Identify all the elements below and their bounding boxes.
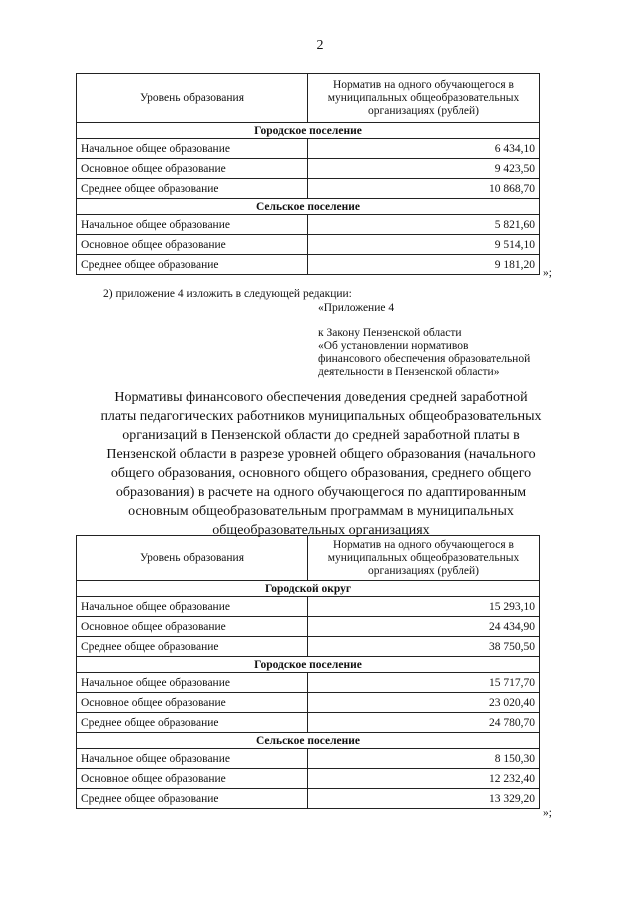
value-cell: 8 150,30 xyxy=(308,749,540,769)
level-cell: Среднее общее образование xyxy=(77,637,308,657)
header-norm-line: муниципальных общеобразовательных xyxy=(327,91,520,104)
value-cell: 9 423,50 xyxy=(308,159,540,179)
title-line: организаций в Пензенской области до средней заработной платы в xyxy=(122,428,520,443)
value-cell: 24 434,90 xyxy=(308,617,540,637)
value-cell: 38 750,50 xyxy=(308,637,540,657)
appendix-line: деятельности в Пензенской области» xyxy=(318,366,500,378)
section-title: Сельское поселение xyxy=(77,733,540,749)
section-title: Городское поселение xyxy=(77,657,540,673)
section-row xyxy=(77,581,540,597)
header-level-cell: Уровень образования xyxy=(77,536,308,581)
value-cell: 24 780,70 xyxy=(308,713,540,733)
level-cell: Начальное общее образование xyxy=(77,215,308,235)
level-cell: Среднее общее образование xyxy=(77,255,308,275)
title-line: Пензенской области в разрезе уровней общего образования (начального xyxy=(106,447,536,462)
level-cell: Среднее общее образование xyxy=(77,789,308,809)
value-cell: 10 868,70 xyxy=(308,179,540,199)
appendix-reference xyxy=(318,327,530,379)
table-row xyxy=(77,617,540,637)
header-norm-line: Норматив на одного обучающегося в xyxy=(332,538,514,551)
table-row xyxy=(77,159,540,179)
value-cell: 12 232,40 xyxy=(308,769,540,789)
value-cell: 13 329,20 xyxy=(308,789,540,809)
table-row xyxy=(77,693,540,713)
header-norm-line: муниципальных общеобразовательных xyxy=(327,551,520,564)
closing-quote-mark: »; xyxy=(543,267,552,279)
table-row xyxy=(77,713,540,733)
level-cell: Основное общее образование xyxy=(77,769,308,789)
header-level-cell: Уровень образования xyxy=(77,74,308,123)
level-cell: Начальное общее образование xyxy=(77,597,308,617)
level-cell: Основное общее образование xyxy=(77,693,308,713)
level-cell: Начальное общее образование xyxy=(77,673,308,693)
appendix-line: «Об установлении нормативов xyxy=(318,340,469,352)
level-cell: Среднее общее образование xyxy=(77,179,308,199)
header-norm-line: организациях (рублей) xyxy=(368,564,479,577)
section-row xyxy=(77,657,540,673)
table-row xyxy=(77,235,540,255)
section-row xyxy=(77,733,540,749)
value-cell: 15 293,10 xyxy=(308,597,540,617)
norms-table-1 xyxy=(76,73,540,275)
header-norm-cell xyxy=(308,74,540,123)
appendix-line: финансового обеспечения образовательной xyxy=(318,353,531,365)
level-cell: Основное общее образование xyxy=(77,235,308,255)
section-title: Городской округ xyxy=(77,581,540,597)
header-norm-line: Норматив на одного обучающегося в xyxy=(332,78,514,91)
title-line: общего образования, основного общего образования, среднего общего xyxy=(110,466,532,481)
section-row xyxy=(77,123,540,139)
table-header-row xyxy=(77,536,540,581)
section-row xyxy=(77,199,540,215)
level-cell: Основное общее образование xyxy=(77,159,308,179)
value-cell: 9 181,20 xyxy=(308,255,540,275)
table-header-row xyxy=(77,74,540,123)
section-title: Городское поселение xyxy=(77,123,540,139)
table-row xyxy=(77,769,540,789)
title-line: платы педагогических работников муниципальных общеобразовательных xyxy=(100,409,542,424)
value-cell: 15 717,70 xyxy=(308,673,540,693)
level-cell: Основное общее образование xyxy=(77,617,308,637)
value-cell: 23 020,40 xyxy=(308,693,540,713)
title-line: образования) в расчете на одного обучающегося по адаптированным xyxy=(115,485,527,500)
document-title xyxy=(66,388,576,540)
table-row xyxy=(77,749,540,769)
table-row xyxy=(77,637,540,657)
level-cell: Среднее общее образование xyxy=(77,713,308,733)
amendment-text: 2) приложение 4 изложить в следующей редакции: xyxy=(103,288,352,300)
appendix-label: «Приложение 4 xyxy=(318,302,395,314)
page-number: 2 xyxy=(316,38,324,53)
table-row xyxy=(77,215,540,235)
table-row xyxy=(77,255,540,275)
norms-table-2 xyxy=(76,535,540,809)
value-cell: 5 821,60 xyxy=(308,215,540,235)
section-title: Сельское поселение xyxy=(77,199,540,215)
title-line: основным общеобразовательным программам в муниципальных xyxy=(128,504,514,519)
table-row xyxy=(77,597,540,617)
level-cell: Начальное общее образование xyxy=(77,749,308,769)
title-line: Нормативы финансового обеспечения доведения средней заработной xyxy=(114,390,528,405)
header-norm-line: организациях (рублей) xyxy=(368,104,479,117)
table-row xyxy=(77,673,540,693)
table-row xyxy=(77,179,540,199)
value-cell: 9 514,10 xyxy=(308,235,540,255)
appendix-line: к Закону Пензенской области xyxy=(318,327,462,339)
value-cell: 6 434,10 xyxy=(308,139,540,159)
header-norm-cell xyxy=(308,536,540,581)
table-row xyxy=(77,789,540,809)
level-cell: Начальное общее образование xyxy=(77,139,308,159)
closing-quote-mark: »; xyxy=(543,807,552,819)
title-line: общеобразовательных организациях xyxy=(212,523,430,538)
table-row xyxy=(77,139,540,159)
